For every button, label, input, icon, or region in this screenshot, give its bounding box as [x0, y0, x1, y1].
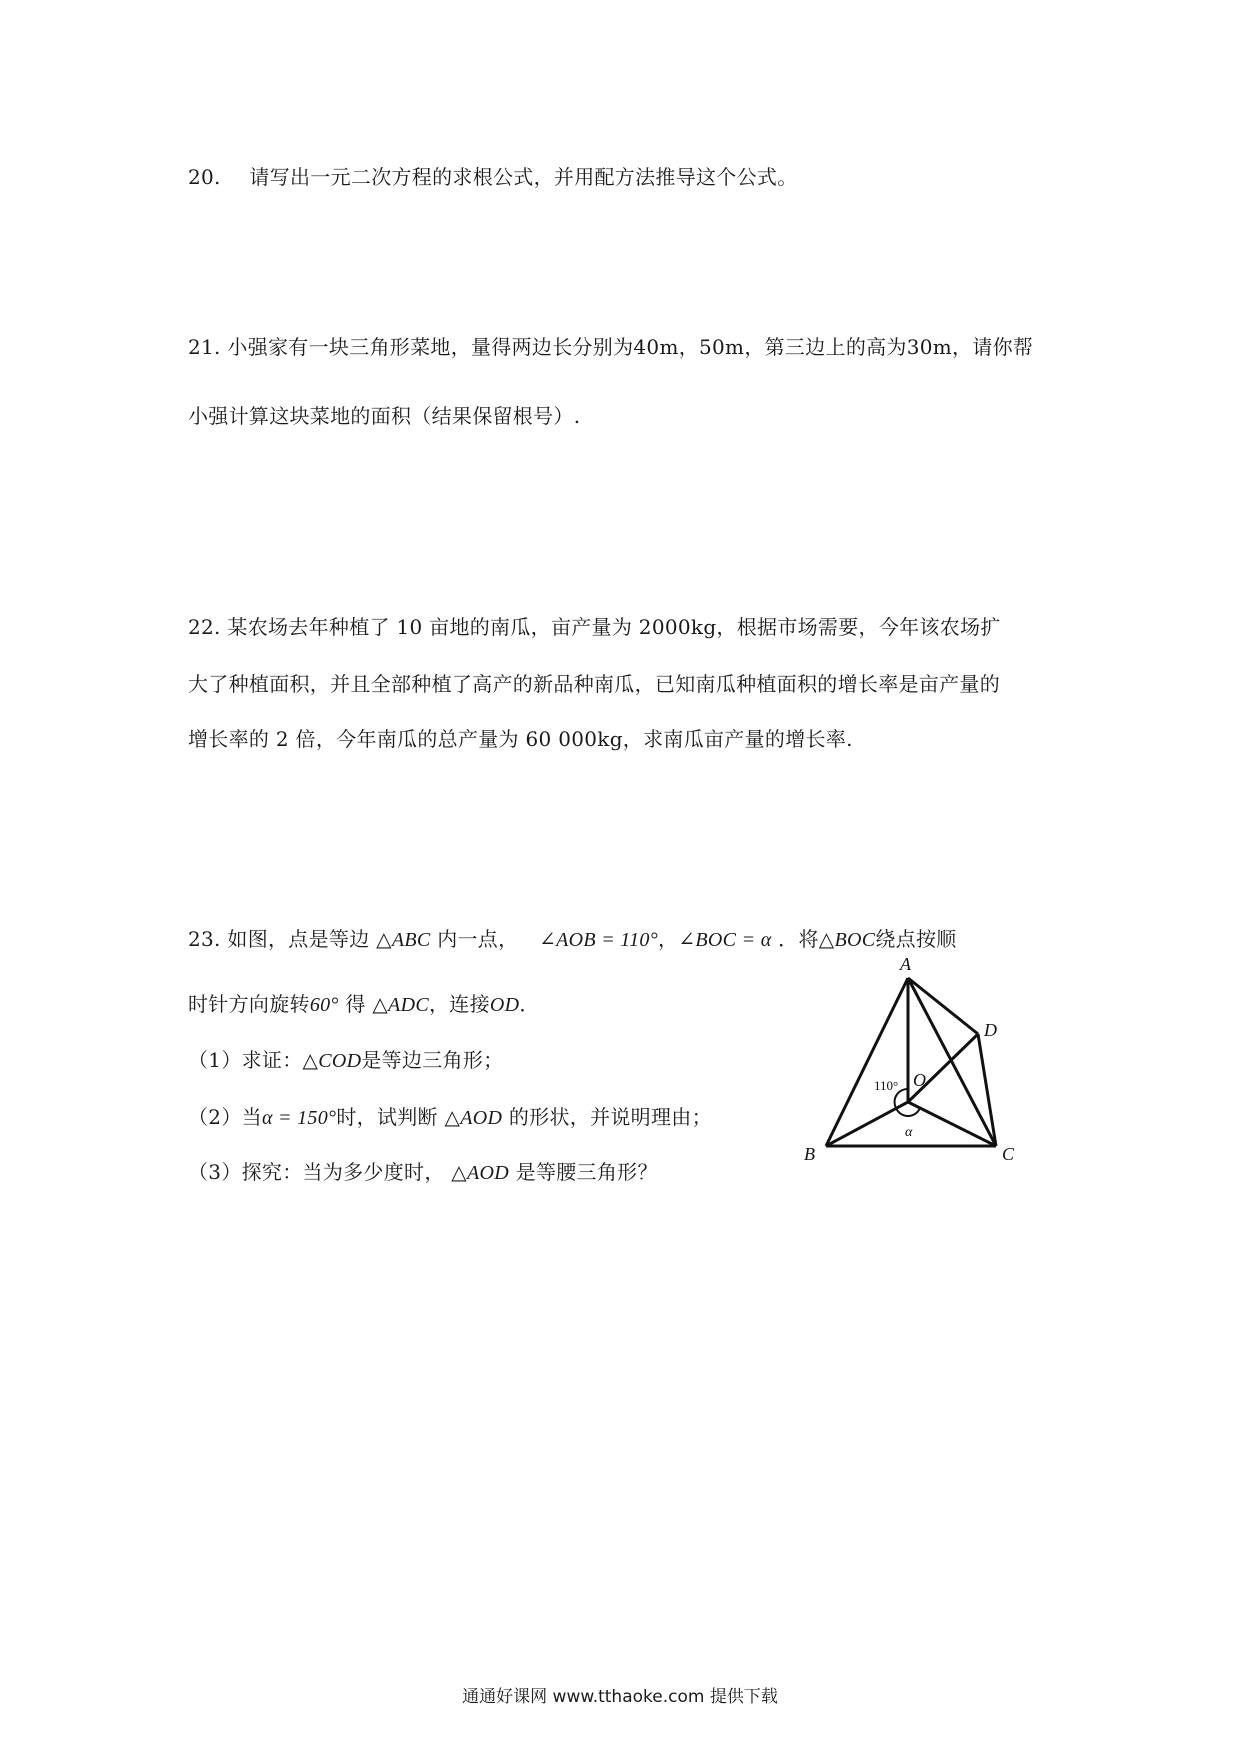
segment-ad	[908, 978, 978, 1034]
triangle-adc: △ADC	[372, 994, 429, 1016]
question-23-part-3	[188, 1158, 658, 1187]
question-22-line-3	[188, 725, 853, 753]
question-number: 23.	[188, 927, 221, 951]
question-number: 21.	[188, 335, 221, 359]
triangle-aod: △AOD	[451, 1162, 509, 1184]
angle-110-label: 110°	[874, 1078, 899, 1093]
question-text: 小强家有一块三角形菜地，量得两边长分别为40m，50m，第三边上的高为30m，请你帮	[227, 335, 1034, 359]
question-text: 绕点按顺	[875, 927, 957, 951]
label-c: C	[1002, 1144, 1015, 1164]
question-text: 得	[345, 992, 366, 1016]
angle-boc: ∠BOC = α	[678, 929, 772, 951]
segment-ab	[826, 978, 908, 1146]
label-d: D	[984, 1020, 997, 1040]
angle-aob: ∠AOB = 110°	[539, 929, 659, 951]
question-text: 是等腰三角形？	[515, 1160, 658, 1184]
question-23-part-1	[188, 1046, 503, 1075]
question-21-line-1	[188, 333, 1033, 361]
triangle-cod: △COD	[302, 1050, 362, 1072]
question-text: ，连接	[428, 992, 490, 1016]
question-23-line-2	[188, 990, 540, 1019]
page-footer: 通通好课网 www.tthaoke.com 提供下载	[462, 1687, 778, 1707]
question-text: 时针方向旋转	[188, 992, 310, 1016]
question-22-line-1	[188, 613, 1001, 641]
question-text: 大了种植面积，并且全部种植了高产的新品种南瓜，已知南瓜种植面积的增长率是亩产量的	[188, 672, 1000, 696]
part-label: （2）当	[188, 1105, 262, 1129]
question-text: ．将	[778, 927, 819, 951]
angle-alpha-arc	[896, 1108, 920, 1116]
question-text: 内一点，	[437, 927, 519, 951]
question-20	[188, 163, 798, 191]
question-text: 请写出一元二次方程的求根公式，并用配方法推导这个公式。	[249, 165, 798, 189]
question-text: 某农场去年种植了 10 亩地的南瓜，亩产量为 2000kg，根据市场需要，今年该农场扩	[227, 615, 1001, 639]
label-o: O	[913, 1070, 926, 1090]
question-number: 20.	[188, 165, 221, 189]
triangle-boc: △BOC	[818, 929, 876, 951]
question-text: 增长率的 2 倍，今年南瓜的总产量为 60 000kg，求南瓜亩产量的增长率.	[188, 727, 853, 751]
question-text: 小强计算这块菜地的面积（结果保留根号）.	[188, 404, 581, 428]
question-text: 的形状，并说明理由；	[508, 1105, 712, 1129]
question-text: 时，试判断	[336, 1105, 438, 1129]
triangle-figure	[796, 950, 1036, 1165]
question-text: 如图，点是等边	[227, 927, 370, 951]
angle-alpha-label: α	[905, 1125, 913, 1140]
question-23-part-2	[188, 1103, 712, 1132]
question-21-line-2	[188, 402, 580, 430]
question-text: ，	[658, 927, 679, 951]
label-a: A	[900, 954, 911, 974]
question-text: 是等边三角形；	[361, 1048, 504, 1072]
rotation-angle: 60°	[309, 994, 339, 1016]
question-number: 22.	[188, 615, 221, 639]
segment-od: OD	[489, 994, 520, 1016]
triangle-aod: △AOD	[444, 1107, 503, 1129]
label-b: B	[804, 1144, 815, 1164]
part-label: （1）求证：	[188, 1048, 303, 1072]
question-text: ．	[519, 992, 540, 1016]
triangle-abc: △ABC	[376, 929, 431, 951]
part-label: （3）探究：当为多少度时，	[188, 1160, 445, 1184]
condition-alpha: α = 150°	[261, 1107, 337, 1129]
question-22-line-2	[188, 670, 1000, 698]
